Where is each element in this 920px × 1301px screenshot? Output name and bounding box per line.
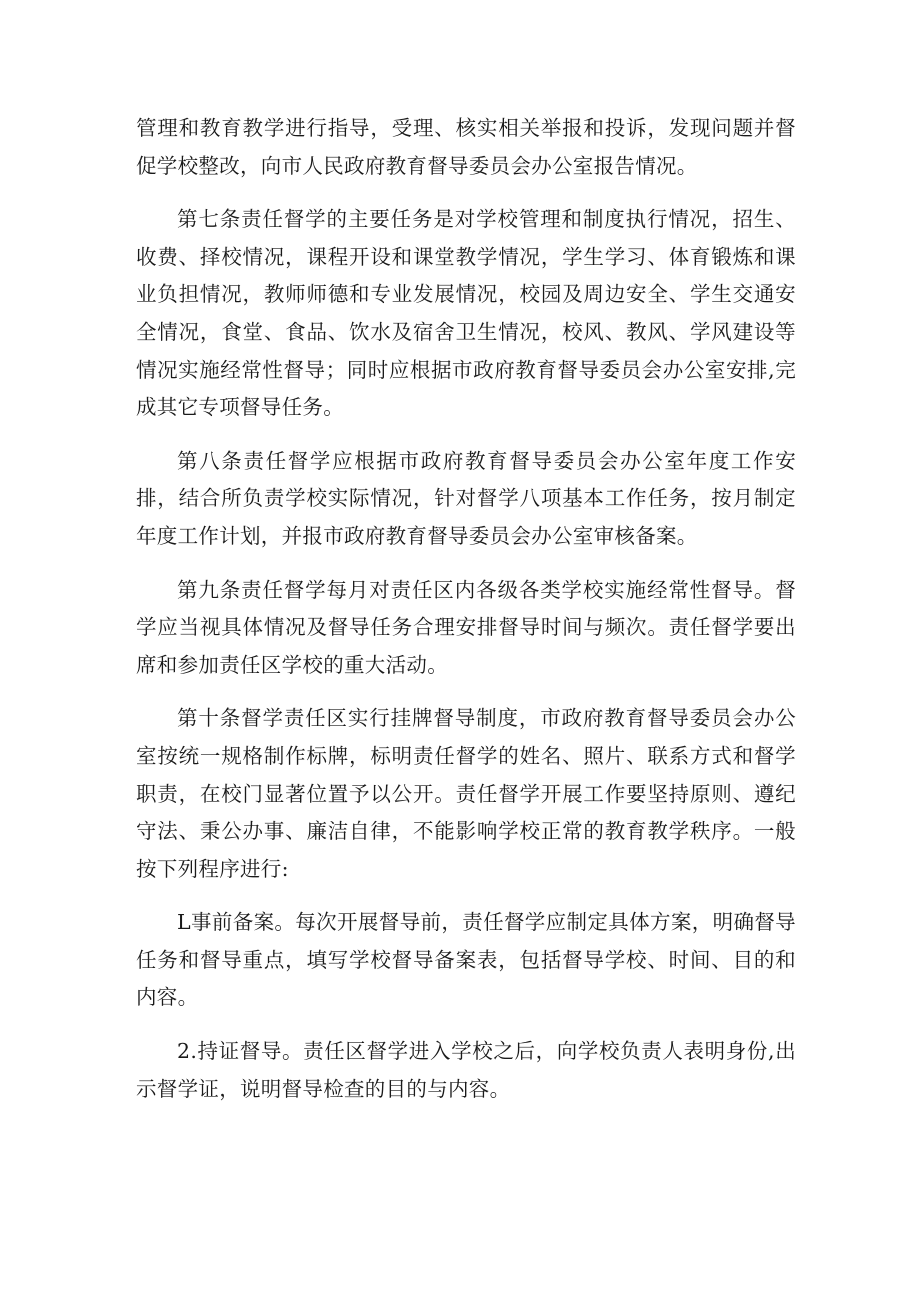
paragraph-article-7: 第七条责任督学的主要任务是对学校管理和制度执行情况，招生、收费、择校情况，课程开设和课堂教学情况，学生学习、体育锻炼和课业负担情况，教师师德和专业发展情况，校园及周边安全、学生交通安全情况，食堂、食品、饮水及宿舍卫生情况，校风、教风、学风建设等情况实施经常性督导；同时应根据市政府教育督导委员会办公室安排,完成其它专项督导任务。 (136, 207, 796, 420)
paragraph-article-10: 第十条督学责任区实行挂牌督导制度，市政府教育督导委员会办公室按统一规格制作标牌，标明责任督学的姓名、照片、联系方式和督学职责，在校门显著位置予以公开。责任督学开展工作要坚持原则、遵纪守法、秉公办事、廉洁自律，不能影响学校正常的教育教学秩序。一般按下列程序进行: (136, 706, 796, 881)
paragraph-article-8: 第八条责任督学应根据市政府教育督导委员会办公室年度工作安排，结合所负责学校实际情况，针对督学八项基本工作任务，按月制定年度工作计划，并报市政府教育督导委员会办公室审核备案。 (136, 448, 796, 548)
document-body (136, 110, 796, 1124)
paragraph-article-9: 第九条责任督学每月对责任区内各级各类学校实施经常性督导。督学应当视具体情况及督导任务合理安排督导时间与频次。责任督学要出席和参加责任区学校的重大活动。 (136, 577, 796, 677)
paragraph-step-1: L事前备案。每次开展督导前，责任督学应制定具体方案，明确督导任务和督导重点，填写学校督导备案表，包括督导学校、时间、目的和内容。 (136, 910, 796, 1010)
paragraph-continuation: 管理和教育教学进行指导，受理、核实相关举报和投诉，发现问题并督促学校整改，向市人民政府教育督导委员会办公室报告情况。 (136, 116, 796, 178)
paragraph-step-2: 2.持证督导。责任区督学进入学校之后，向学校负责人表明身份,出示督学证，说明督导检查的目的与内容。 (136, 1039, 796, 1101)
